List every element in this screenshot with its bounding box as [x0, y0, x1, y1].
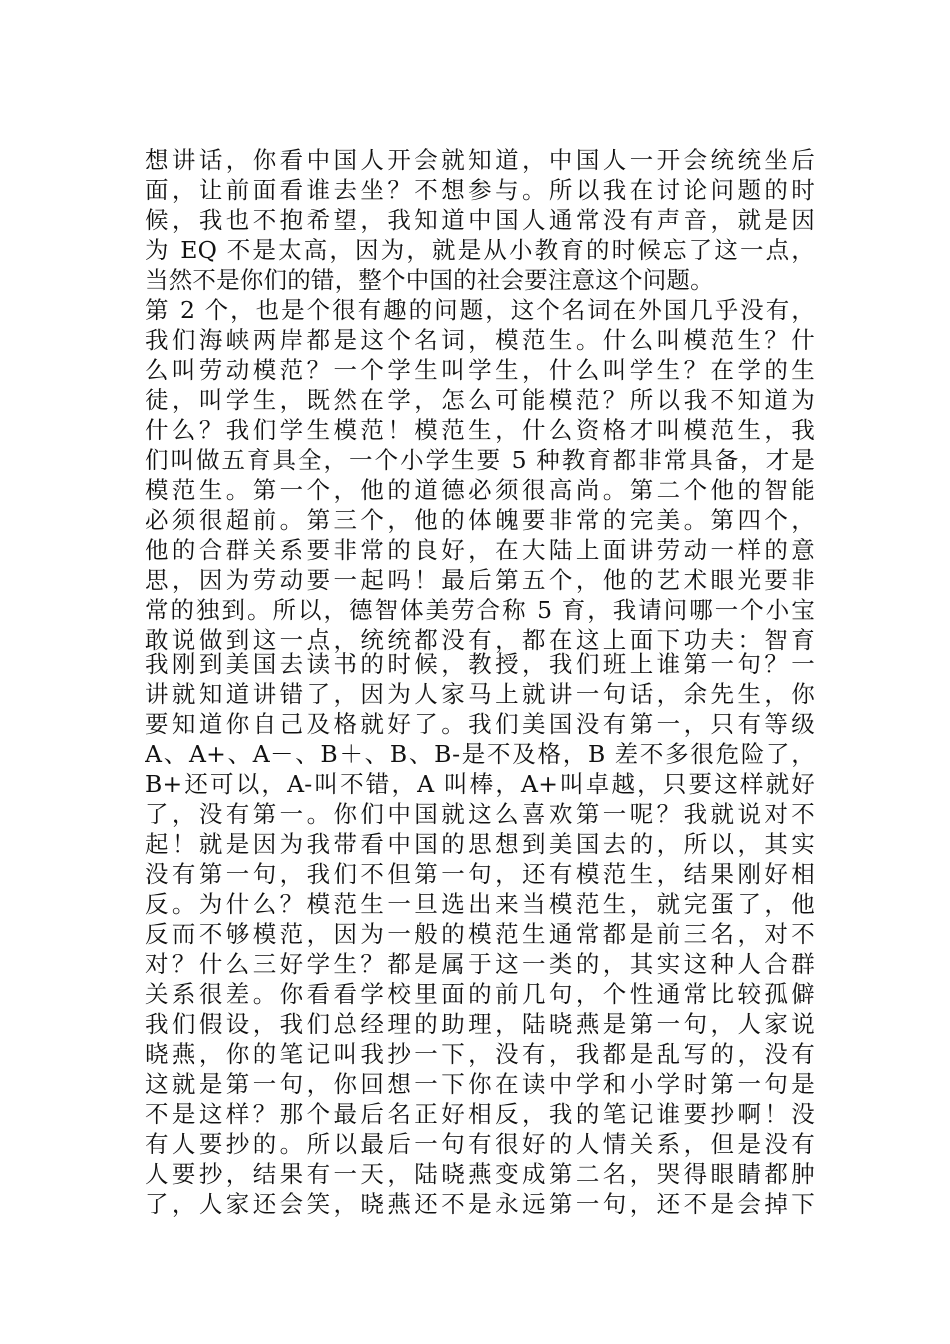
- text-line: 面，让前面看谁去坐？不想参与。所以我在讨论问题的时: [145, 176, 815, 204]
- paragraph-block-1: [145, 145, 815, 655]
- text-line: 敢说做到这一点，统统都没有，都在这上面下功夫：智育: [145, 626, 815, 654]
- text-line: 反。为什么？模范生一旦选出来当模范生，就完蛋了，他: [145, 890, 815, 918]
- text-line: B+还可以，A-叫不错，A 叫棒，A+叫卓越，只要这样就好: [145, 770, 815, 798]
- text-line: A、A+、A－、B＋、B、B-是不及格，B 差不多很危险了，: [145, 740, 815, 768]
- text-line: 关系很差。你看看学校里面的前几句，个性通常比较孤僻: [145, 980, 815, 1008]
- text-line: 他的合群关系要非常的良好，在大陆上面讲劳动一样的意: [145, 536, 815, 564]
- text-line: 思，因为劳动要一起吗！最后第五个，他的艺术眼光要非: [145, 566, 815, 594]
- text-line: 了，人家还会笑，晓燕还不是永远第一句，还不是会掉下: [145, 1190, 815, 1218]
- text-line: 人要抄，结果有一天，陆晓燕变成第二名，哭得眼睛都肿: [145, 1160, 815, 1188]
- text-line: 第 2 个，也是个很有趣的问题，这个名词在外国几乎没有，: [145, 296, 815, 324]
- text-line: 当然不是你们的错，整个中国的社会要注意这个问题。: [145, 266, 714, 294]
- text-line: 我们假设，我们总经理的助理，陆晓燕是第一句，人家说: [145, 1010, 815, 1038]
- text-line: 了，没有第一。你们中国就这么喜欢第一呢？我就说对不: [145, 800, 815, 828]
- text-line: 要知道你自己及格就好了。我们美国没有第一，只有等级: [145, 710, 815, 738]
- text-line: 想讲话，你看中国人开会就知道，中国人一开会统统坐后: [145, 146, 815, 174]
- text-line: 起！就是因为我带看中国的思想到美国去的，所以，其实: [145, 830, 815, 858]
- text-line: 对？什么三好学生？都是属于这一类的，其实这种人合群: [145, 950, 815, 978]
- text-line: 有人要抄的。所以最后一句有很好的人情关系，但是没有: [145, 1130, 815, 1158]
- text-line: 讲就知道讲错了，因为人家马上就讲一句话，余先生，你: [145, 680, 815, 708]
- text-line: 没有第一句，我们不但第一句，还有模范生，结果刚好相: [145, 860, 815, 888]
- text-line: 为 EQ 不是太高，因为，就是从小教育的时候忘了这一点，: [145, 236, 815, 264]
- text-line: 么叫劳动模范？一个学生叫学生，什么叫学生？在学的生: [145, 356, 815, 384]
- text-line: 模范生。第一个，他的道德必须很高尚。第二个他的智能: [145, 476, 815, 504]
- text-line: 候，我也不抱希望，我知道中国人通常没有声音，就是因: [145, 206, 815, 234]
- paragraph-block-2: [145, 649, 815, 1219]
- text-line: 我们海峡两岸都是这个名词，模范生。什么叫模范生？什: [145, 326, 815, 354]
- text-line: 我刚到美国去读书的时候，教授，我们班上谁第一句？一: [145, 650, 815, 678]
- text-line: 必须很超前。第三个，他的体魄要非常的完美。第四个，: [145, 506, 815, 534]
- text-line: 这就是第一句，你回想一下你在读中学和小学时第一句是: [145, 1070, 815, 1098]
- text-line: 常的独到。所以，德智体美劳合称 5 育，我请问哪一个小宝: [145, 596, 815, 624]
- text-line: 徒，叫学生，既然在学，怎么可能模范？所以我不知道为: [145, 386, 815, 414]
- text-line: 们叫做五育具全，一个小学生要 5 种教育都非常具备，才是: [145, 446, 815, 474]
- text-line: 反而不够模范，因为一般的模范生通常都是前三名，对不: [145, 920, 815, 948]
- text-line: 晓燕，你的笔记叫我抄一下，没有，我都是乱写的，没有: [145, 1040, 815, 1068]
- text-line: 不是这样？那个最后名正好相反，我的笔记谁要抄啊！没: [145, 1100, 815, 1128]
- text-line: 什么？我们学生模范！模范生，什么资格才叫模范生，我: [145, 416, 815, 444]
